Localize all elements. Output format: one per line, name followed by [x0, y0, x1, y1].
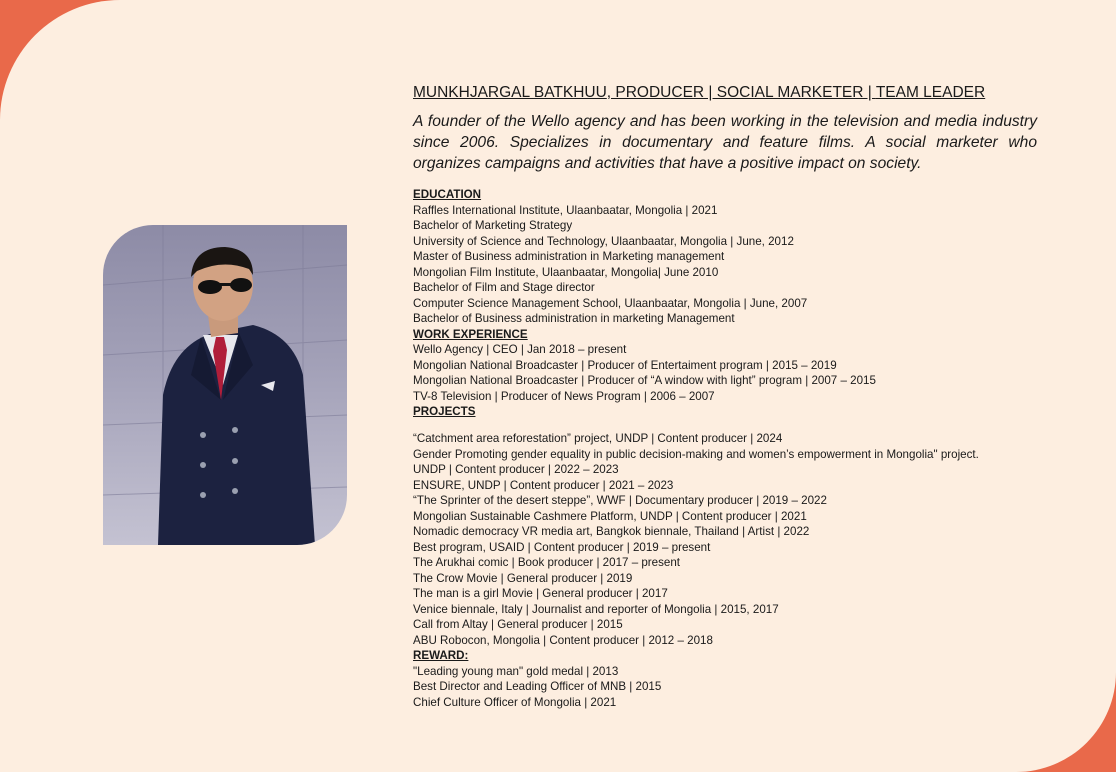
projects-list	[413, 431, 1037, 648]
list-item: The man is a girl Movie | General producer | 2017	[413, 587, 668, 600]
work-experience-list	[413, 342, 1037, 404]
education-list	[413, 203, 1037, 327]
profile-photo	[103, 225, 347, 545]
list-item: Call from Altay | General producer | 2015	[413, 618, 623, 631]
lead-role: TEAM LEADER	[875, 84, 986, 101]
list-item: Mongolian Film Institute, Ulaanbaatar, Mongolia| June 2010	[413, 265, 719, 279]
list-item: TV-8 Television | Producer of News Program | 2006 – 2007	[413, 389, 715, 403]
education-heading: EDUCATION	[413, 188, 482, 201]
list-item: Mongolian National Broadcaster | Producer of “A window with light” program | 2007 – 2015	[413, 374, 876, 387]
list-item: Venice biennale, Italy | Journalist and reporter of Mongolia | 2015, 2017	[413, 602, 779, 616]
roles: , PRODUCER | SOCIAL MARKETER |	[606, 84, 876, 101]
list-item: Computer Science Management School, Ulaanbaatar, Mongolia | June, 2007	[413, 296, 808, 310]
list-item: Bachelor of Film and Stage director	[413, 281, 595, 294]
list-item: Nomadic democracy VR media art, Bangkok biennale, Thailand | Artist | 2022	[413, 525, 810, 538]
list-item: Mongolian Sustainable Cashmere Platform, UNDP | Content producer | 2021	[413, 509, 807, 523]
list-item: “The Sprinter of the desert steppe”, WWF | Documentary producer | 2019 – 2022	[413, 494, 827, 507]
resume-content	[413, 84, 1037, 710]
list-item: Gender Promoting gender equality in public decision-making and women’s empowerment in Mongolia" project.	[413, 447, 979, 461]
projects-heading: PROJECTS	[413, 405, 476, 418]
list-item: The Arukhai comic | Book producer | 2017 – present	[413, 556, 681, 569]
list-item: Raffles International Institute, Ulaanbaatar, Mongolia | 2021	[413, 203, 718, 217]
list-item: Bachelor of Marketing Strategy	[413, 219, 573, 232]
reward-heading: REWARD:	[413, 649, 469, 662]
list-item: ABU Robocon, Mongolia | Content producer | 2012 – 2018	[413, 633, 713, 647]
list-item: ENSURE, UNDP | Content producer | 2021 – 2023	[413, 478, 674, 492]
list-item: UNDP | Content producer | 2022 – 2023	[413, 463, 619, 476]
list-item: Best program, USAID | Content producer | 2019 – present	[413, 540, 711, 554]
list-item: “Catchment area reforestation” project, UNDP | Content producer | 2024	[413, 432, 783, 445]
portrait-illustration	[103, 225, 347, 545]
work-experience-heading: WORK EXPERIENCE	[413, 327, 528, 341]
list-item: Mongolian National Broadcaster | Producer of Entertaiment program | 2015 – 2019	[413, 358, 837, 372]
person-name: MUNKHJARGAL BATKHUU	[413, 84, 607, 101]
list-item: Master of Business administration in Marketing management	[413, 250, 725, 263]
list-item: Wello Agency | CEO | Jan 2018 – present	[413, 343, 627, 356]
reward-list	[413, 664, 1037, 711]
list-item: The Crow Movie | General producer | 2019	[413, 571, 633, 585]
list-item: University of Science and Technology, Ulaanbaatar, Mongolia | June, 2012	[413, 234, 794, 248]
list-item: Chief Culture Officer of Mongolia | 2021	[413, 695, 617, 709]
list-item: "Leading young man" gold medal | 2013	[413, 664, 619, 678]
intro-paragraph: A founder of the Wello agency and has been working in the television and media industry since 2006. Specializes in documentary and feature films. A social marketer who organizes campaigns and activities that have a positive impact on society.	[413, 113, 1037, 172]
page-title	[413, 84, 1037, 102]
list-item: Bachelor of Business administration in marketing Management	[413, 312, 735, 325]
list-item: Best Director and Leading Officer of MNB | 2015	[413, 680, 662, 693]
